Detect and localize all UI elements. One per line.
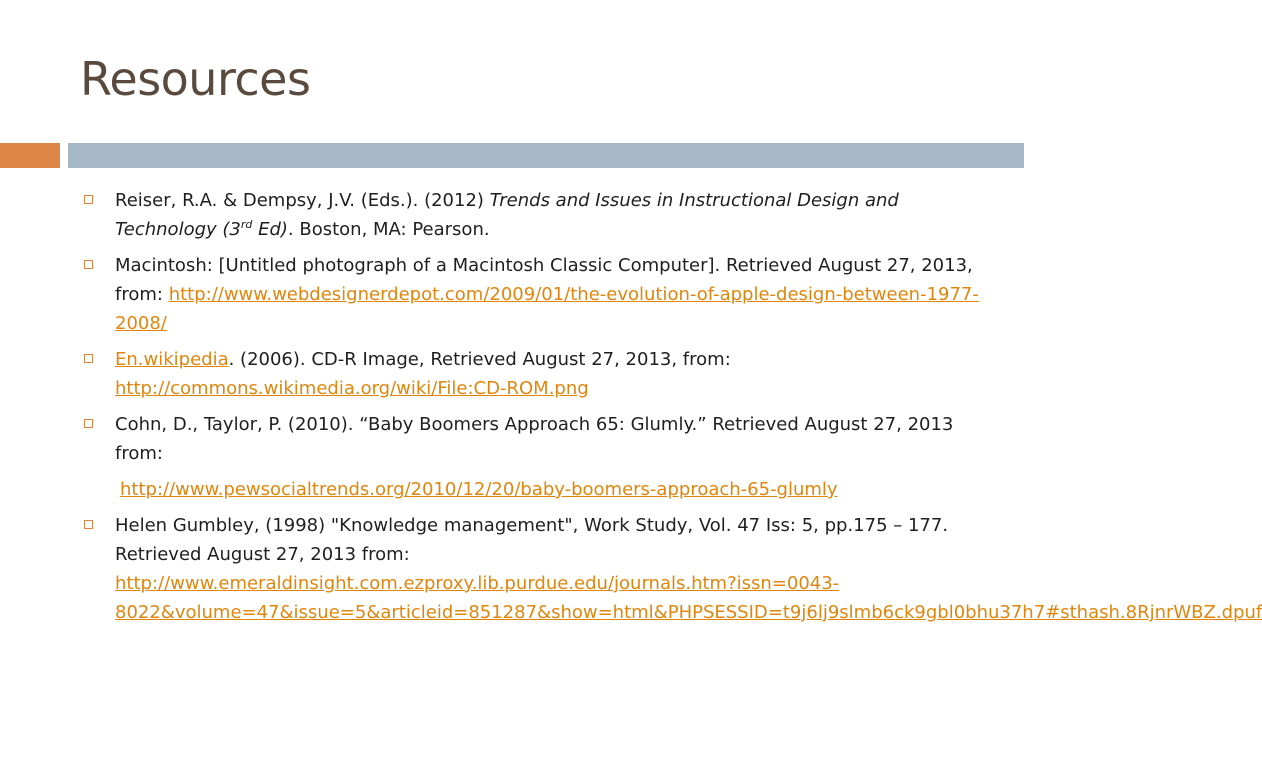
reference-link[interactable]: http://www.pewsocialtrends.org/2010/12/20/baby-boomers-approach-65-glumly — [120, 479, 838, 500]
reference-text: Helen Gumbley, (1998) "Knowledge management", Work Study, Vol. 47 Iss: 5, pp.175 – 177. Retrieved August 27, 2013 from: — [115, 515, 949, 565]
reference-list — [84, 186, 1262, 634]
reference-link[interactable]: http://commons.wikimedia.org/wiki/File:CD-ROM.png — [115, 378, 589, 399]
hollow-square-bullet-icon — [84, 354, 93, 363]
accent-bar-orange — [0, 143, 60, 168]
reference-item-gumbley — [84, 511, 1262, 627]
reference-text: Reiser, R.A. & Dempsy, J.V. (Eds.). (2012) — [115, 190, 490, 211]
hollow-square-bullet-icon — [84, 195, 93, 204]
reference-item-macintosh — [84, 251, 984, 338]
slide-title: Resources — [80, 52, 311, 106]
hollow-square-bullet-icon — [84, 419, 93, 428]
reference-item-cohn — [84, 410, 984, 468]
reference-book-title: Trends and Issues in Instructional Design and Technology (3rd Ed) — [115, 190, 899, 240]
accent-bar-blue — [68, 143, 1024, 168]
reference-item-reiser — [84, 186, 984, 244]
hollow-square-bullet-icon — [84, 520, 93, 529]
reference-text: Macintosh: [Untitled photograph of a Macintosh Classic Computer]. Retrieved August 27, 2013, from: — [115, 255, 973, 305]
ordinal-superscript: rd — [240, 218, 253, 231]
reference-text: Cohn, D., Taylor, P. (2010). “Baby Boomers Approach 65: Glumly.” Retrieved August 27, 2013 from: — [115, 414, 954, 464]
reference-continuation — [84, 475, 984, 504]
reference-text: . Boston, MA: Pearson. — [287, 219, 490, 240]
reference-item-wikipedia — [84, 345, 984, 403]
hollow-square-bullet-icon — [84, 260, 93, 269]
reference-link-wikipedia[interactable]: En.wikipedia — [115, 349, 229, 370]
reference-link[interactable]: http://www.webdesignerdepot.com/2009/01/the-evolution-of-apple-design-between-1977-2008/ — [115, 284, 979, 334]
reference-link[interactable]: http://www.emeraldinsight.com.ezproxy.lib.purdue.edu/journals.htm?issn=0043-8022&volume=47&issue=5&articleid=851287&show=html&PHPSESSID=t9j6lj9slmb6ck9gbl0bhu37h7#sthash.8RjnrWBZ.dpuf — [115, 573, 1262, 623]
reference-text: . (2006). CD-R Image, Retrieved August 27, 2013, from: — [228, 349, 731, 370]
